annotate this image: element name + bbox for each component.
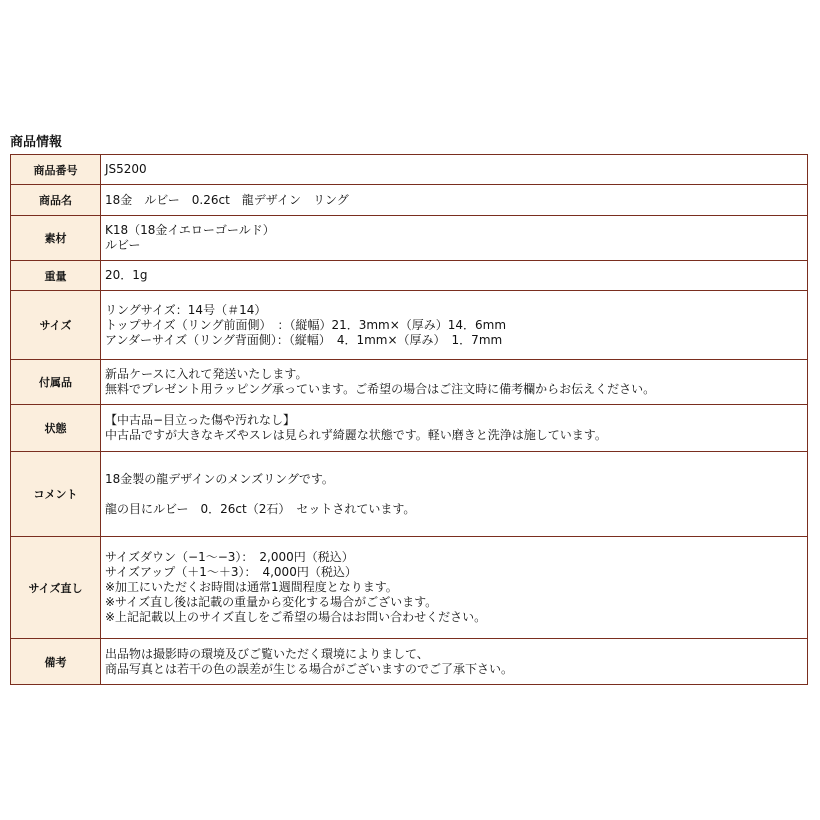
value-line: ※上記記載以上のサイズ直しをご希望の場合はお問い合わせください。 (105, 610, 487, 624)
value-line: 商品写真とは若干の色の誤差が生じる場合がございますのでご了承下さい。 (105, 661, 514, 676)
row-size (11, 291, 808, 360)
row-weight (11, 261, 808, 291)
row-label: 素材 (11, 216, 101, 261)
value-line: 【中古品−目立った傷や汚れなし】 (105, 413, 296, 427)
row-value (101, 291, 808, 360)
row-label: サイズ直し (11, 537, 101, 639)
row-value (101, 639, 808, 685)
product-info-table (10, 154, 808, 685)
row-product-name (11, 185, 808, 216)
row-value (101, 185, 808, 216)
value-line: 無料でプレゼント用ラッピング承っています。ご希望の場合はご注文時に備考欄からお伝えください。 (105, 382, 656, 396)
row-value (101, 261, 808, 291)
row-value (101, 216, 808, 261)
row-product-number (11, 155, 808, 185)
row-condition (11, 405, 808, 452)
value-line: ※サイズ直し後は記載の重量から変化する場合がございます。 (105, 595, 438, 609)
value-line: JS5200 (105, 162, 147, 176)
value-line: 20．1g (105, 268, 148, 282)
row-label: 備考 (11, 639, 101, 685)
value-line: 新品ケースに入れて発送いたします。 (105, 367, 308, 381)
section-title: 商品情報 (10, 135, 63, 150)
row-comment (11, 452, 808, 537)
row-accessories (11, 360, 808, 405)
value-line: トップサイズ（リング前面側） ：（縦幅）21．3mm×（厚み）14．6mm (105, 317, 507, 332)
row-label: コメント (11, 452, 101, 537)
row-label: サイズ (11, 291, 101, 360)
row-material (11, 216, 808, 261)
row-value (101, 405, 808, 452)
row-label: 商品番号 (11, 155, 101, 185)
value-line: ※加工にいただくお時間は通常1週間程度となります。 (105, 580, 398, 594)
value-line: サイズアップ（＋1〜＋3）： 4,000円（税込） (105, 565, 357, 579)
blank-line (105, 487, 807, 502)
value-line: サイズダウン（−1〜−3）： 2,000円（税込） (105, 550, 354, 564)
value-line: 中古品ですが大きなキズやスレは見られず綺麗な状態です。軽い磨きと洗浄は施しています。 (105, 428, 607, 442)
value-line: 龍の目にルビー 0．26ct（2石） セットされています。 (105, 501, 416, 516)
row-value (101, 155, 808, 185)
value-line: 18金製の龍デザインのメンズリングです。 (105, 471, 334, 486)
row-resizing (11, 537, 808, 639)
value-line: 18金 ルビー 0.26ct 龍デザイン リング (105, 192, 349, 207)
value-line: ルビー (105, 238, 141, 252)
value-line: リングサイズ：14号（＃14） (105, 302, 267, 317)
value-line: アンダーサイズ（リング背面側）：（縦幅） 4．1mm×（厚み） 1．7mm (105, 332, 503, 347)
row-label: 付属品 (11, 360, 101, 405)
row-label: 状態 (11, 405, 101, 452)
row-value (101, 452, 808, 537)
row-label: 商品名 (11, 185, 101, 216)
value-line: 出品物は撮影時の環境及びご覧いただく環境によりまして、 (105, 646, 429, 661)
row-value (101, 360, 808, 405)
row-value (101, 537, 808, 639)
row-remarks (11, 639, 808, 685)
value-line: K18（18金イエローゴールド） (105, 223, 275, 237)
row-label: 重量 (11, 261, 101, 291)
